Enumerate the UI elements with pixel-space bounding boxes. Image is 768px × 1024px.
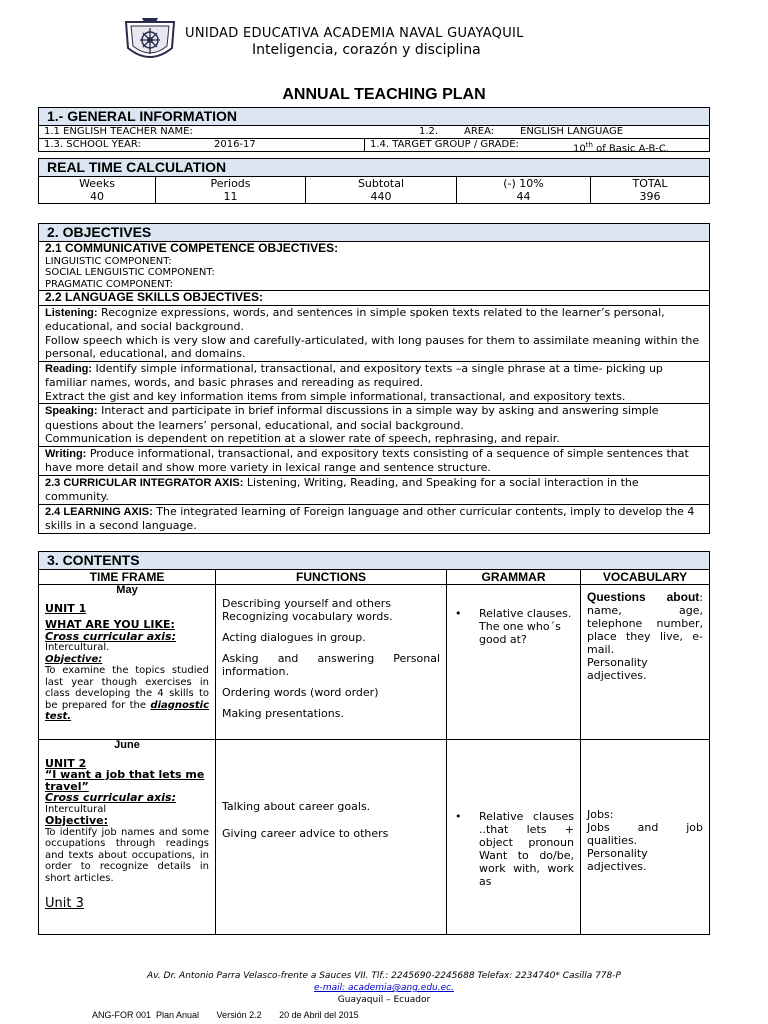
speaking-objective: Speaking: Interact and participate in brief informal discussions in a simple way by asking and answering simple questions about the learners’ personal, educational, and social background. Communication is dependent on repetition at a slower rate of speech, rephrasing, and repair. — [39, 404, 709, 447]
function-item: Asking and answering Personal information. — [222, 652, 440, 678]
axis-label: Cross curricular axis: — [45, 629, 176, 643]
area-number: 1.2. — [419, 126, 439, 137]
skills-title-block — [39, 291, 709, 306]
subsection-title: 2.2 LANGUAGE SKILLS OBJECTIVES: — [45, 290, 264, 304]
axis-value: Intercultural. — [45, 642, 110, 653]
rtc-value-total: 396 — [639, 190, 661, 203]
objective-text: To identify job names and some occupations through readings and texts about occupations, in order to recognize details in short articles. — [45, 826, 209, 884]
school-motto: Inteligencia, corazón y disciplina — [252, 42, 481, 58]
rtc-value-subtotal: 440 — [306, 190, 457, 203]
vocabulary-cell: Questions about: name, age, telephone number, place they live, e-mail. Personality adjectives. — [581, 585, 710, 740]
function-item: Ordering words (word order) — [222, 686, 379, 699]
unit-label: UNIT 1 — [45, 601, 87, 615]
section-title: 1.- GENERAL INFORMATION — [39, 108, 709, 126]
real-time-calculation-section — [38, 158, 710, 204]
footer-email-wrap — [0, 983, 768, 993]
document-title: ANNUAL TEACHING PLAN — [282, 86, 486, 103]
rtc-value-periods: 11 — [156, 190, 306, 203]
function-item: Acting dialogues in group. — [222, 631, 366, 644]
section-title: 3. CONTENTS — [39, 552, 709, 569]
function-item: Making presentations. — [222, 707, 344, 720]
rtc-header-total: TOTAL — [632, 177, 668, 190]
contents-row-unit2 — [39, 740, 709, 934]
rtc-value-discount: 44 — [457, 190, 591, 203]
objectives-section — [38, 223, 710, 534]
target-group-value: 10th of Basic A-B-C. — [573, 141, 670, 155]
month-label: May — [116, 584, 138, 596]
objective-label: Objective: — [45, 653, 103, 665]
listening-objective: Listening: Recognize expressions, words, and sentences in simple spoken texts related to the learner’s personal, educational, and social background. Follow speech which is very slow and carefully-articulated, with long pauses for them to assimilate meaning within the personal, educational, and domains. — [39, 306, 709, 362]
subsection-title: 2.1 COMMUNICATIVE COMPETENCE OBJECTIVES: — [45, 241, 339, 255]
area-value: ENGLISH LANGUAGE — [520, 126, 624, 137]
header-functions: FUNCTIONS — [216, 570, 447, 585]
school-name: UNIDAD EDUCATIVA ACADEMIA NAVAL GUAYAQUIL — [185, 26, 524, 41]
objective-label: Objective: — [45, 814, 109, 827]
functions-cell — [216, 585, 447, 740]
school-year-label: 1.3. SCHOOL YEAR: — [44, 139, 141, 150]
teacher-name-label: 1.1 ENGLISH TEACHER NAME: — [44, 126, 193, 137]
axis-value: Intercultural — [45, 803, 107, 815]
integrator-axis: 2.3 CURRICULAR INTEGRATOR AXIS: Listening, Writing, Reading, and Speaking for a social interaction in the community. — [39, 476, 709, 505]
contents-header-row — [39, 570, 709, 585]
area-label: AREA: — [464, 126, 495, 137]
bullet-icon: • — [455, 810, 462, 823]
writing-objective: Writing: Produce informational, transactional, and expository texts consisting of a sequence of simple sentences that have more detail and show more variety in lexical range and sentence structure. — [39, 447, 709, 476]
vocabulary-cell: Jobs: Jobs and job qualities. Personality adjectives. — [581, 740, 710, 934]
general-information-section — [38, 107, 710, 155]
target-group-label: 1.4. TARGET GROUP / GRADE: — [370, 139, 519, 150]
school-year-value: 2016-17 — [214, 139, 365, 151]
axis-label: Cross curricular axis: — [45, 791, 176, 804]
grammar-item: • Relative clauses ..that lets + object pronoun Want to do/be, work with, work as — [455, 810, 574, 888]
header-time-frame: TIME FRAME — [39, 570, 216, 585]
unit-label: UNIT 2 — [45, 756, 87, 770]
header-grammar: GRAMMAR — [447, 570, 581, 585]
teacher-area-row — [39, 126, 709, 139]
function-item: Talking about career goals. — [222, 800, 371, 813]
communicative-objectives — [39, 242, 709, 291]
time-frame-cell — [39, 740, 216, 934]
rtc-header-weeks: Weeks — [39, 177, 156, 190]
rtc-header-row — [39, 177, 709, 190]
function-item: Giving career advice to others — [222, 827, 389, 840]
contents-row-unit1 — [39, 585, 709, 740]
rtc-header-periods: Periods — [156, 177, 306, 190]
learning-axis: 2.4 LEARNING AXIS: The integrated learning of Foreign language and other curricular contents, imply to develop the 4 skills in a second language. — [45, 504, 695, 532]
grammar-cell — [447, 740, 581, 934]
rtc-value-weeks: 40 — [39, 190, 156, 203]
function-item: Describing yourself and others — [222, 597, 391, 610]
objective-text: To examine the topics studied last year though exercises in class developing the 4 skills to be prepared for the diagnostic test. — [45, 665, 209, 722]
social-component: SOCIAL LENGUISTIC COMPONENT: — [45, 267, 215, 278]
section-title: REAL TIME CALCULATION — [39, 159, 709, 177]
footer-email-link[interactable]: e-mail: academia@ang.edu.ec. — [314, 983, 454, 993]
time-frame-cell — [39, 585, 216, 740]
header-vocabulary: VOCABULARY — [581, 570, 710, 585]
month-label: June — [114, 739, 140, 751]
footer-city: Guayaquil – Ecuador — [337, 995, 431, 1005]
rtc-values-row — [39, 190, 709, 203]
document-code: ANG-FOR 001 Plan Anual Versión 2.2 20 de Abril del 2015 — [92, 1010, 359, 1020]
unit-title: WHAT ARE YOU LIKE: — [45, 618, 175, 631]
contents-section — [38, 551, 710, 935]
school-crest-logo — [122, 14, 178, 68]
functions-cell — [216, 740, 447, 934]
reading-objective: Reading: Identify simple informational, transactional, and expository texts –a single phrase at a time- picking up familiar names, words, and basic phrases and rereading as required. Extract the gist and key information items from simple informational, transactional, and expository texts. — [39, 362, 709, 405]
section-title: 2. OBJECTIVES — [39, 224, 709, 242]
pragmatic-component: PRAGMATIC COMPONENT: — [45, 278, 173, 290]
next-unit-label: Unit 3 — [45, 896, 84, 911]
rtc-header-subtotal: Subtotal — [306, 177, 457, 190]
footer-address: Av. Dr. Antonio Parra Velasco-frente a Sauces VII. Tlf.: 2245690-2245688 Telefax: 2234740* Casilla 778-P — [147, 971, 621, 981]
linguistic-component: LINGUISTIC COMPONENT: — [45, 255, 172, 267]
rtc-header-discount: (-) 10% — [457, 177, 591, 190]
grammar-item: • Relative clauses. The one who´s good at? — [455, 607, 572, 646]
function-item: Recognizing vocabulary words. — [222, 610, 393, 623]
year-target-row — [39, 139, 709, 155]
grammar-cell — [447, 585, 581, 740]
bullet-icon: • — [455, 607, 462, 620]
unit-title: “I want a job that lets me travel” — [45, 768, 205, 793]
